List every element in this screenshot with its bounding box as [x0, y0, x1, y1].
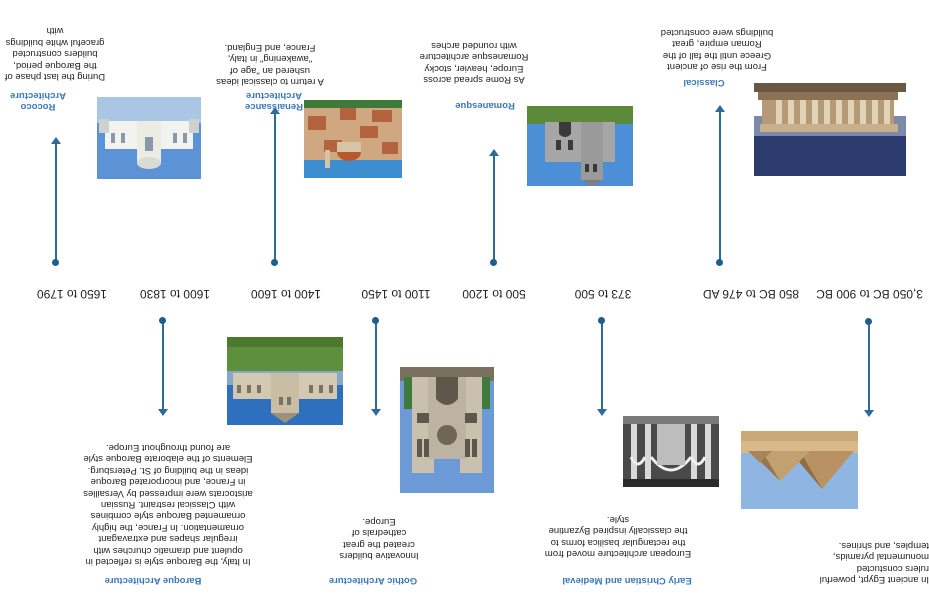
arrow-down-icon — [489, 149, 499, 156]
rococo-palace-photo — [97, 97, 201, 179]
baroque-palace-photo — [227, 337, 343, 425]
marker-dot — [717, 259, 724, 266]
date-classical: 850 BC to 476 AD — [702, 287, 800, 301]
connector-romanesque — [493, 155, 495, 263]
baroque-description: In Italy, the Baroque style is reflected in opulent and dramatic churches with irregular shapes and extravagant ornamentation. In France, the highly ornamented Baroque style combines with Classical restraint. Russian aristocrats were impressed by Versailles in France, and incorporated Baroque ideas in the building of St. Petersburg. Elements of the elaborate Baroque style are found throughout Europe. — [83, 442, 253, 567]
classical-title: Classical — [683, 77, 725, 88]
arrow-up-icon — [864, 410, 874, 417]
arrow-up-icon — [371, 409, 381, 416]
date-rococo: 1650 to 1790 — [36, 287, 108, 301]
renaissance-description: A return to classical ideas ushered an "age of "awakening" in Italy, France, and England. — [216, 41, 324, 87]
date-baroque: 1600 to 1830 — [139, 287, 211, 301]
romanesque-description: As Rome spread across Europe, heavier, stocky Romanesque architecture with rounded arches — [419, 39, 529, 85]
marker-dot — [160, 317, 167, 324]
arrow-up-icon — [597, 409, 607, 416]
connector-rococo — [55, 143, 57, 263]
renaissance-city-photo — [304, 100, 402, 178]
classical-ruins-photo — [754, 83, 906, 176]
rococo-description: During the last phase of the Baroque period, builders constructed graceful white buildings with — [4, 25, 106, 82]
connector-prehistoric — [868, 321, 870, 411]
romanesque-church-photo — [527, 106, 633, 186]
marker-dot — [272, 259, 279, 266]
arrow-up-icon — [158, 409, 168, 416]
connector-gothic — [375, 320, 377, 410]
marker-dot — [599, 317, 606, 324]
early-christian-description: European architecture moved from the rectangular basilica forms to the classically inspired Byzantine style. — [544, 513, 692, 559]
baroque-title: Baroque Architecture — [104, 575, 202, 586]
arrow-down-icon — [51, 137, 61, 144]
marker-dot — [866, 318, 873, 325]
pyramids-photo — [741, 431, 858, 509]
gothic-title: Gothic Architecture — [328, 575, 418, 586]
arrow-down-icon — [715, 105, 725, 112]
connector-renaissance — [274, 113, 276, 263]
connector-classical — [719, 111, 721, 263]
date-renaissance: 1400 to 1600 — [250, 287, 322, 301]
basilica-interior-photo — [623, 416, 719, 487]
date-romanesque: 500 to 1200 — [462, 287, 526, 301]
connector-early-christian — [601, 320, 603, 410]
renaissance-title: Renaissance Architecture — [244, 90, 304, 112]
prehistoric-description: In ancient Egypt, powerful rulers constucted monumental pyramids, temples, and shrines. — [819, 539, 929, 585]
marker-dot — [53, 259, 60, 266]
date-prehistoric: 3,050 BC to 900 BC — [816, 287, 923, 301]
early-christian-title: Early Christian and Medieval — [562, 575, 692, 586]
gothic-description: Innovative builders created the great cathedrals of Europe. — [339, 515, 419, 561]
romanesque-title: Romanesque — [455, 100, 515, 111]
date-early-christian: 373 to 500 — [574, 287, 632, 301]
date-gothic: 1100 to 1450 — [361, 287, 431, 301]
marker-dot — [491, 259, 498, 266]
connector-baroque — [162, 320, 164, 410]
classical-description: From the rise of ancient Greece until the fall of the Roman empire, great buildings were constructed — [660, 26, 774, 72]
rococo-title: Rococo Architecture — [10, 90, 66, 112]
gothic-cathedral-photo — [400, 367, 494, 493]
marker-dot — [373, 317, 380, 324]
